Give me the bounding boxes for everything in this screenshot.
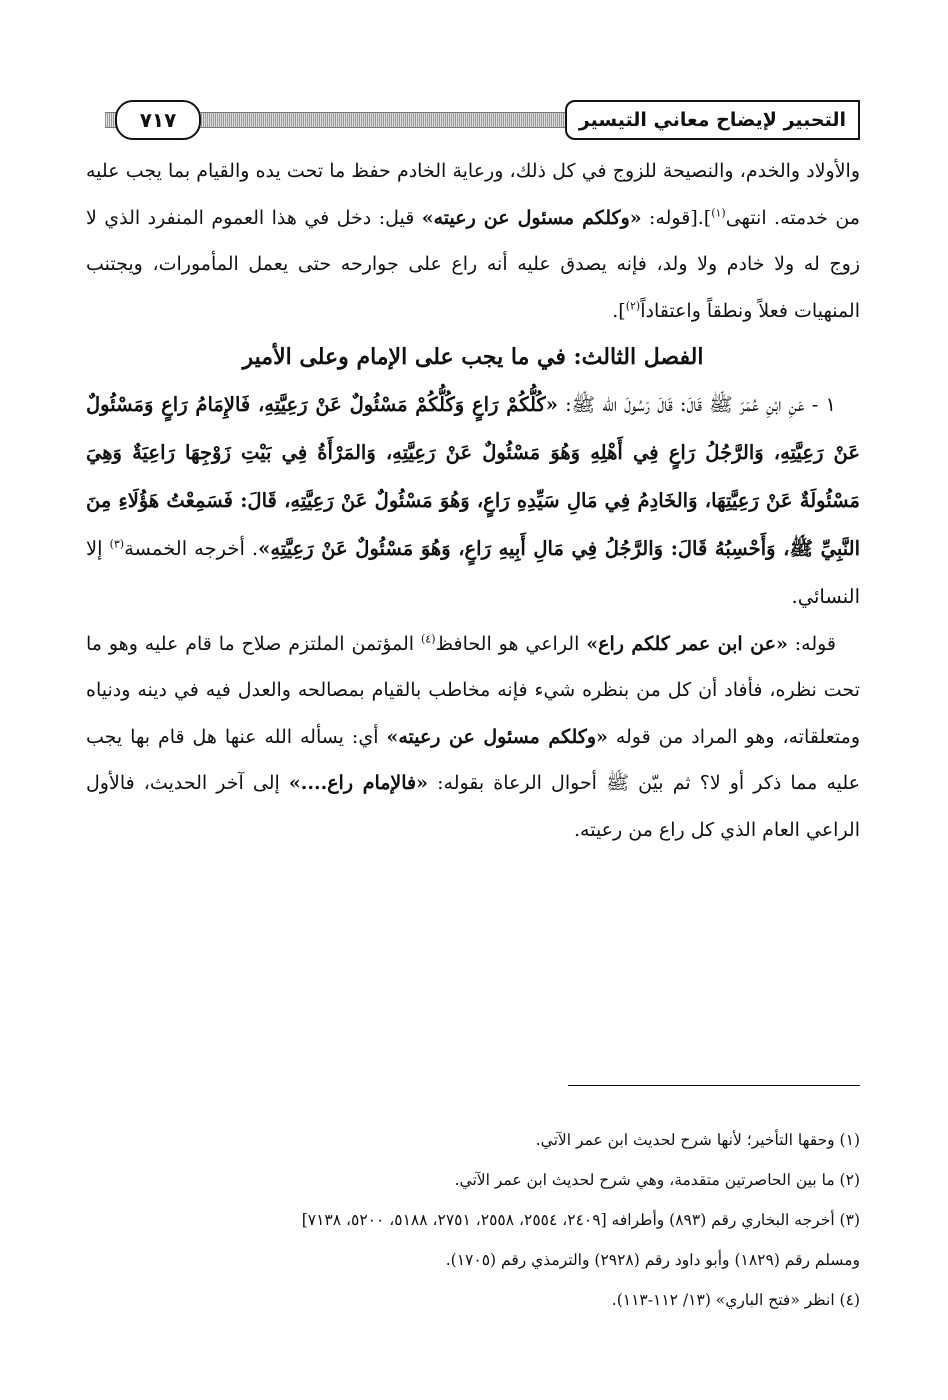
footnote-ref-1[interactable]: (١) bbox=[711, 206, 726, 220]
footnote-ref-4[interactable]: (٤) bbox=[420, 632, 436, 646]
footnote-divider bbox=[568, 1085, 860, 1086]
hadith-text: ١ - عَنِ ابْنِ عُمَرَ ﷺ قَالَ: قَالَ رَسُولَ الله ﷺ: «كُلُّكُمْ رَاعٍ وَكُلُّكُمْ مَسْئُولٌ عَنْ رَعِيَّتِهِ، فَالإِمَامُ رَاعٍ وَمَسْئُولٌ عَنْ رَعِيَّتِهِ، وَالرَّجُلُ رَاعٍ فِي أَهْلِهِ وَهُوَ مَسْئُولٌ عَنْ رَعِيَّتِهِ، وَالمَرْأَةُ فِي بَيْتِ زَوْجِهَا رَاعِيَةٌ وَهِيَ مَسْئُولَةٌ عَنْ رَعِيَّتِهَا، وَالخَادِمُ فِي مَالِ سَيِّدِهِ رَاعٍ، وَهُوَ مَسْئُولٌ عَنْ رَعِيَّتِهِ، قَالَ: فَسَمِعْتُ هَؤُلَاءِ مِنَ النَّبِيِّ ﷺ، وَأَحْسِبُهُ قَالَ: وَالرَّجُلُ فِي مَالِ أَبِيهِ رَاعٍ، وَهُوَ مَسْئُولٌ عَنْ رَعِيَّتِهِ». أخرجه الخمسة$^{(٣)}$ إلا النسائي. bbox=[86, 392, 860, 608]
footnote-3: (٣) أخرجه البخاري رقم (٨٩٣) وأطرافه [٢٤٠٩، ٢٥٥٤، ٢٥٥٨، ٢٧٥١، ٥١٨٨، ٥٢٠٠، ٧١٣٨] bbox=[301, 1211, 860, 1229]
book-title: التحبير لإيضاح معاني التيسير bbox=[565, 100, 860, 140]
hadith-quote: «كُلُّكُمْ رَاعٍ وَكُلُّكُمْ مَسْئُولٌ عَنْ رَعِيَّتِهِ، فَالإِمَامُ رَاعٍ وَمَسْئُولٌ عَنْ رَعِيَّتِهِ، وَالرَّجُلُ رَاعٍ فِي أَهْلِهِ وَهُوَ مَسْئُولٌ عَنْ رَعِيَّتِهِ، وَالمَرْأَةُ فِي بَيْتِ زَوْجِهَا رَاعِيَةٌ وَهِيَ مَسْئُولَةٌ عَنْ رَعِيَّتِهَا، وَالخَادِمُ فِي مَالِ سَيِّدِهِ رَاعٍ، وَهُوَ مَسْئُولٌ عَنْ رَعِيَّتِهِ، قَالَ: فَسَمِعْتُ هَؤُلَاءِ مِنَ النَّبِيِّ ﷺ، وَأَحْسِبُهُ قَالَ: وَالرَّجُلُ فِي مَالِ أَبِيهِ رَاعٍ، وَهُوَ مَسْئُولٌ عَنْ رَعِيَّتِهِ» bbox=[86, 392, 860, 560]
footnote-4: (٤) انظر «فتح الباري» (١٣/ ١١٢-١١٣). bbox=[611, 1291, 860, 1309]
main-text bbox=[86, 148, 860, 853]
footnote-1: (١) وحقها التأخير؛ لأنها شرح لحديث ابن عمر الآتي. bbox=[535, 1131, 860, 1149]
footnotes bbox=[86, 1120, 860, 1320]
quoted-phrase: «عن ابن عمر كلكم راع» bbox=[586, 632, 788, 655]
footnote-2: (٢) ما بين الحاصرتين متقدمة، وهي شرح لحديث ابن عمر الآتي. bbox=[454, 1171, 860, 1189]
paragraph-1: والأولاد والخدم، والنصيحة للزوج في كل ذلك، ورعاية الخادم حفظ ما تحت يده والقيام بما يجب عليه من خدمته. انتهى$^{(١)}$].[قوله: «وكلكم مسئول عن رعيته» قيل: دخل في هذا العموم المنفرد الذي لا زوج له ولا خادم ولا ولد، فإنه يصدق عليه أنه راع على جوارحه حتى يعمل المأمورات، ويجتنب المنهيات فعلاً ونطقاً واعتقاداً$^{(٢)}$]. bbox=[86, 160, 860, 322]
page-number: ٧١٧ bbox=[115, 100, 201, 140]
footnote-ref-2[interactable]: (٢) bbox=[625, 299, 641, 313]
paragraph-2: قوله: «عن ابن عمر كلكم راع» الراعي هو الحافظ$^{(٤)}$ المؤتمن الملتزم صلاح ما قام عليه وهو ما تحت نظره، فأفاد أن كل من بنظره شيء فإنه مخاطب بالقيام بمصالحه والعدل فيه في دينه ودنياه ومتعلقاته، وهو المراد من قوله «وكلكم مسئول عن رعيته» أي: يسأله الله عنها هل قام بها يجب عليه مما ذكر أو لا؟ ثم بيّن ﷺ أحوال الرعاة بقوله: «فالإمام راع....» إلى آخر الحديث، فالأول الراعي العام الذي كل راع من رعيته. bbox=[86, 632, 860, 841]
quoted-phrase: «فالإمام راع....» bbox=[288, 772, 429, 794]
footnote-ref-3[interactable]: (٣) bbox=[109, 537, 125, 550]
footnote-3-continued: ومسلم رقم (١٨٢٩) وأبو داود رقم (٢٩٢٨) والترمذي رقم (١٧٠٥). bbox=[445, 1251, 860, 1269]
running-header bbox=[105, 98, 860, 144]
chapter-title: الفصل الثالث: في ما يجب على الإمام وعلى الأمير bbox=[242, 344, 704, 370]
quoted-phrase: «وكلكم مسئول عن رعيته» bbox=[421, 206, 642, 229]
quoted-phrase: «وكلكم مسئول عن رعيته» bbox=[386, 725, 608, 748]
